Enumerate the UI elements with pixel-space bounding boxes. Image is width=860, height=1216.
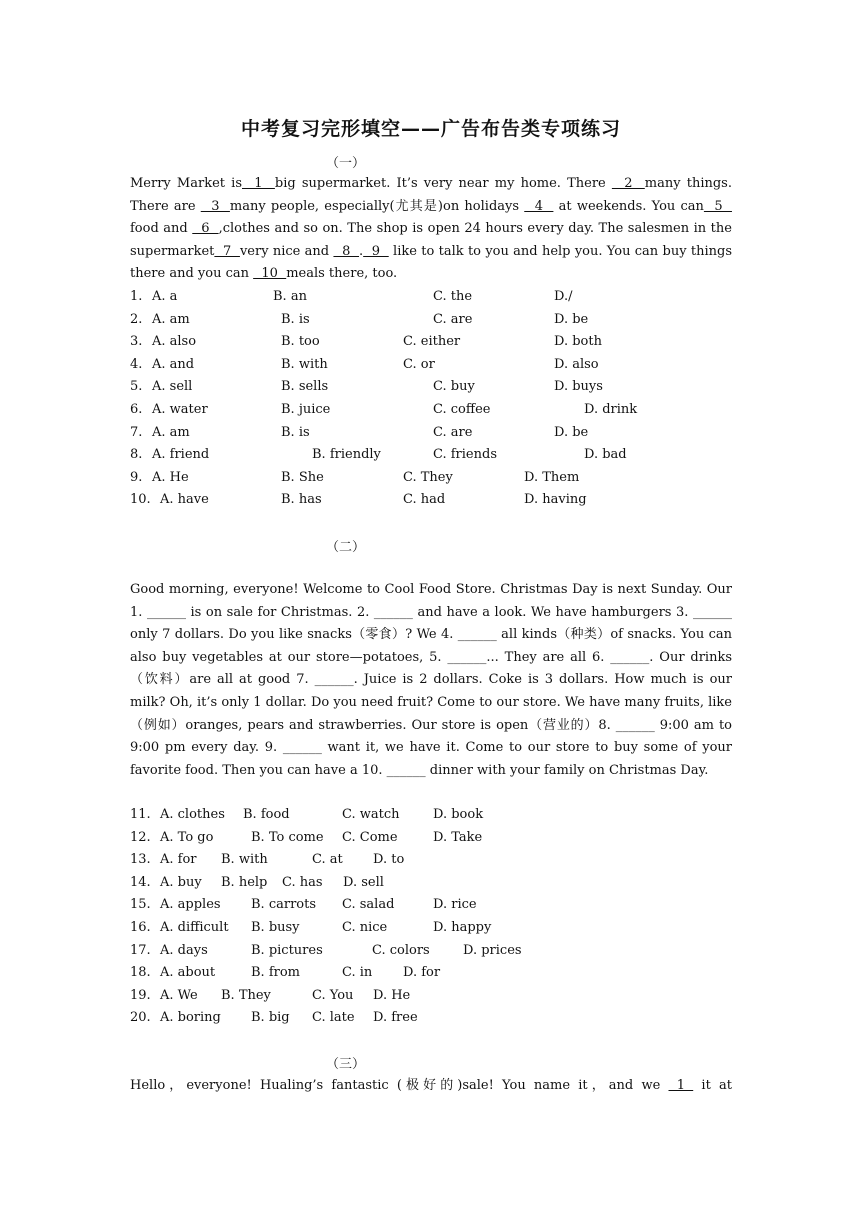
option-b: B. has [281, 492, 322, 508]
option-a: A. for [160, 852, 197, 868]
blank-4: 4 [524, 198, 554, 214]
blank-5: 5 [703, 198, 732, 214]
blank-6: 6 [192, 221, 219, 237]
option-a: A. a [152, 289, 178, 304]
option-b: B. sells [281, 379, 329, 395]
option-a: A. sell [152, 379, 193, 395]
option-c: C. coffee [433, 402, 491, 417]
option-a: A. have [160, 492, 209, 508]
option-b: B. with [281, 356, 328, 372]
blank-7: 7 [214, 243, 240, 259]
option-d: D. free [373, 1010, 418, 1026]
option-a: A. difficult [160, 920, 229, 935]
question-number: 14. [130, 874, 151, 890]
option-d: D. prices [463, 942, 522, 958]
option-b: B. too [281, 334, 320, 350]
option-d: D. drink [584, 402, 638, 417]
page-title: 中考复习完形填空——广告布告类专项练习 [240, 118, 621, 140]
option-d: D. having [524, 492, 587, 508]
option-d: D. rice [433, 897, 477, 913]
option-a: A. boring [160, 1010, 221, 1026]
option-c: C. are [433, 424, 473, 440]
option-c: C. either [403, 334, 461, 350]
option-d: D. for [403, 965, 441, 981]
option-d: D. be [554, 311, 589, 327]
option-d: D. also [554, 356, 599, 372]
option-a: A. and [152, 356, 195, 372]
blank-9: 9 [363, 243, 389, 259]
option-d: D. Them [524, 469, 580, 485]
option-d: D. bad [584, 447, 627, 463]
option-d: D./ [554, 289, 573, 304]
question-number: 12. [130, 829, 151, 845]
option-c: C. watch [342, 807, 400, 822]
option-c: C. They [403, 469, 453, 485]
option-c: C. colors [372, 942, 430, 958]
option-d: D. Take [433, 829, 483, 845]
option-d: D. be [554, 424, 589, 440]
option-b: B. pictures [251, 942, 323, 958]
option-c: C. You [312, 987, 354, 1003]
option-a: A. friend [152, 447, 210, 463]
question-number: 17. [130, 942, 151, 958]
question-number: 6. [130, 402, 143, 417]
option-c: C. at [312, 852, 343, 868]
question-number: 15. [130, 897, 151, 913]
section-1-heading: （一） [326, 156, 366, 171]
option-c: C. had [403, 492, 446, 508]
option-d: D. happy [433, 920, 492, 935]
option-d: D. sell [343, 874, 384, 890]
question-number: 13. [130, 852, 151, 868]
option-a: A. also [152, 334, 197, 350]
question-number: 7. [130, 424, 143, 440]
option-c: C. salad [342, 897, 395, 913]
section-2-heading: （二） [326, 540, 366, 555]
option-b: B. To come [251, 829, 324, 845]
option-d: D. He [373, 987, 411, 1003]
option-a: A. He [152, 469, 189, 485]
question-number: 18. [130, 965, 151, 981]
option-c: C. in [342, 965, 373, 981]
option-c: C. has [282, 874, 323, 890]
option-a: A. We [160, 987, 198, 1003]
option-c: C. or [403, 356, 435, 372]
section-2-passage: Good morning, everyone! Welcome to Cool Food Store. Christmas Day is next Sunday. Our 1. ______ is on sale for Christmas. 2. ______ and have a look. We have hamburgers 3. ______ only 7 dollars. Do you like snacks（零食）? We 4. ______ all kinds（种类）of snacks. You can also buy vegetables at our store—potatoes, 5. ______... They are all 6. ______. Our drinks（饮料）are all at good 7. ______. Juice is 2 dollars. Coke is 3 dollars. How much is our milk? Oh, it’s only 1 dollar. Do you need fruit? Come to our store. We have many fruits, like（例如）oranges, pears and strawberries. Our store is open（营业的）8. ______ 9:00 am to 9:00 pm every day. 9. ______ want it, we have it. Come to our store to buy some of your favorite food. Then you can have a 10. ______ dinner with your family on Christmas Day. [130, 582, 732, 778]
option-b: B. from [251, 965, 300, 981]
option-c: C. friends [433, 447, 497, 463]
option-c: C. buy [433, 379, 475, 395]
option-c: C. late [312, 1010, 355, 1026]
blank-3: 3 [200, 198, 230, 214]
section-1-passage: Merry Market is 1 big supermarket. It’s very near my home. There 2 many things. There are 3 many people, especially(尤其是)on holidays 4 at weekends. You can 5 food and 6 ,clothes and so on. The shop is open 24 hours every day. The salesmen in the supermarket 7 very nice and 8 . 9 like to talk to you and help you. You can buy things there and you can 10 meals there, too. [130, 176, 732, 282]
question-number: 19. [130, 987, 151, 1003]
question-number: 8. [130, 447, 143, 463]
question-number: 3. [130, 334, 143, 350]
blank-8: 8 [333, 243, 360, 259]
option-c: C. nice [342, 920, 388, 935]
option-c: C. are [433, 311, 473, 327]
option-a: A. days [160, 942, 208, 958]
question-number: 5. [130, 379, 143, 395]
option-b: B. an [273, 289, 307, 304]
option-b: B. big [251, 1010, 290, 1026]
option-a: A. buy [160, 874, 202, 890]
option-a: A. apples [160, 897, 221, 913]
question-number: 11. [130, 807, 151, 822]
option-b: B. friendly [312, 447, 381, 463]
option-c: C. Come [342, 829, 398, 845]
option-b: B. help [221, 874, 268, 890]
blank-10: 10 [253, 266, 287, 282]
option-d: D. to [373, 852, 405, 868]
option-b: B. They [221, 987, 271, 1003]
question-number: 4. [130, 356, 143, 372]
option-a: A. about [160, 965, 216, 981]
question-number: 1. [130, 289, 143, 304]
option-c: C. the [433, 289, 473, 304]
option-a: A. water [152, 402, 208, 417]
option-d: D. buys [554, 379, 603, 395]
blank-3-1: 1 [668, 1078, 694, 1093]
question-number: 20. [130, 1010, 151, 1026]
section-3-heading: （三） [326, 1057, 366, 1072]
option-b: B. with [221, 852, 268, 868]
question-number: 16. [130, 920, 151, 935]
option-a: A. am [152, 424, 190, 440]
blank-2: 2 [611, 176, 645, 191]
option-b: B. is [281, 424, 310, 440]
option-b: B. is [281, 311, 310, 327]
section-3-passage: Hello，everyone! Hualing’s fantastic (极好的)sale! You name it，and we 1 it at [130, 1078, 732, 1093]
question-number: 9. [130, 469, 143, 485]
option-b: B. busy [251, 920, 300, 935]
option-b: B. juice [281, 402, 331, 417]
option-a: A. To go [160, 829, 214, 845]
option-b: B. food [243, 807, 290, 822]
option-d: D. book [433, 807, 484, 822]
question-number: 10. [130, 492, 151, 508]
option-a: A. clothes [160, 807, 225, 822]
option-b: B. She [281, 469, 324, 485]
blank-1: 1 [242, 176, 275, 191]
option-b: B. carrots [251, 897, 316, 913]
option-d: D. both [554, 334, 602, 350]
option-a: A. am [152, 311, 190, 327]
question-number: 2. [130, 311, 143, 327]
